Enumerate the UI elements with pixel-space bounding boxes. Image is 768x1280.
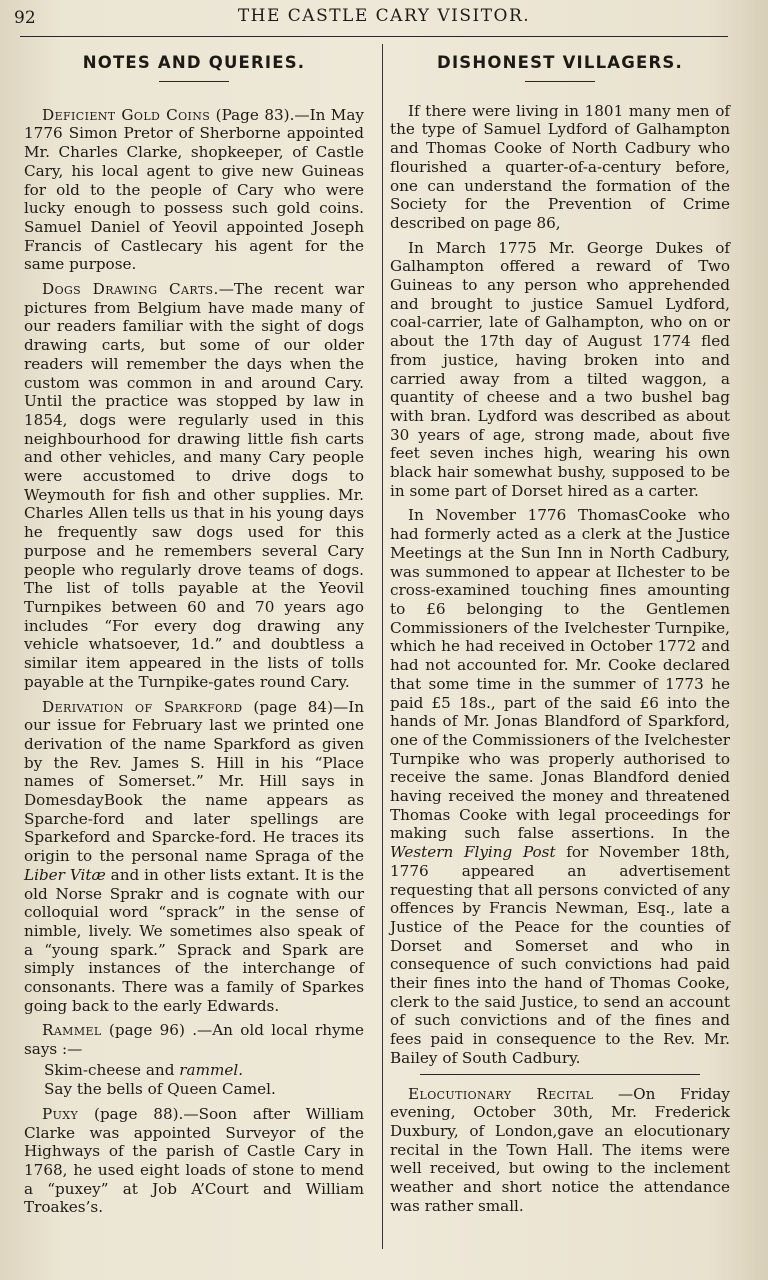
article-paragraph: If there were living in 1801 many men of the type of Samuel Lydford of Galhampton and Thomas Cooke of North Cadbury who flourished a quarter-of-a-century before, one can understand the formation of the Society for the Prevention of Crime described on page 86,: [390, 101, 730, 232]
note-rammel: [24, 1021, 364, 1058]
heading-rule: [159, 81, 229, 82]
left-column: [24, 50, 364, 1223]
article-paragraph: [390, 506, 730, 1067]
rhyme-line-2: Say the bells of Queen Camel.: [44, 1079, 276, 1098]
right-column: [390, 50, 730, 1221]
note-title: Dogs Drawing Carts.: [42, 280, 219, 299]
note-body: —The recent war pictures from Belgium have made many of our readers familiar with the sight of dogs drawing carts, but some of our older readers will remember the days when the custom was common in and around Cary. Until the practice was stopped by law in 1854, dogs were regularly used in this neighbourhood for drawing little fish carts and other vehicles, and many Cary people were accustomed to drive dogs to Weymouth for fish and other supplies. Mr. Charles Allen tells us that in his young days he frequently saw dogs used for this purpose and he remembers several Cary people who regularly drove teams of dogs. The list of tolls payable at the Yeovil Turnpikes between 60 and 70 years ago includes “For every dog drawing any vehicle whatsoever, 1d.” and doubtless a similar item appeared in the lists of tolls payable at the Turnpike-gates round Cary.: [24, 280, 364, 691]
note-derivation-of-sparkford: [24, 698, 364, 1016]
note-puxy: [24, 1105, 364, 1217]
dishonest-villagers-heading: DISHONEST VILLAGERS.: [437, 53, 683, 72]
rhyme-line-1: [44, 1061, 364, 1080]
note-body: —On Friday evening, October 30th, Mr. Frederick Duxbury, of London,gave an elocutionary recital in the Town Hall. The items were well received, but owing to the inclement weather and short notice the attendance was rather small.: [390, 1084, 730, 1215]
note-body: (page 96) .—An old local rhyme says :—: [24, 1021, 364, 1059]
column-divider: [382, 44, 383, 1249]
note-dogs-drawing-carts: [24, 280, 364, 691]
note-title: Deficient Gold Coins: [42, 105, 211, 124]
note-title: Rammel: [42, 1021, 102, 1040]
article-text-cont: for November 18th, 1776 appeared an advertisement requesting that all persons convicted of any offences by Francis Newman, Esq., late a Justice of the Peace for the counties of Dorset and Somerset and who in consequence of such convictions had paid their fines into the hand of Thomas Cooke, clerk to the said Justice, to send an account of such convictions and of the fines and fees paid in consequence to the Rev. Mr. Bailey of South Cadbury.: [390, 843, 731, 1067]
note-title: Elocutionary Recital: [408, 1084, 594, 1103]
note-body: (Page 83).—In May 1776 Simon Pretor of Sherborne appointed Mr. Charles Clarke, shopkeeper, of Castle Cary, his local agent to give new Guineas for old to the people of Cary who were lucky enough to possess such gold coins. Samuel Daniel of Yeovil appointed Joseph Francis of Castlecary his agent for the same purpose.: [24, 105, 364, 274]
article-text: In November 1776 ThomasCooke who had formerly acted as a clerk at the Justice Meetings at the Sun Inn in North Cadbury, was summoned to appear at Ilchester to be cross-examined touching fines amounting to £6 belonging to the Gentlemen Commissioners of the Ivelchester Turnpike, which he had received in October 1772 and had not accounted for. Mr. Cooke declared that some time in the summer of 1773 he paid £5 18s., part of the said £6 into the hands of Mr. Jonas Blandford of Sparkford, one of the Commissioners of the Ivelchester Turnpike who was properly authorised to receive the same. Jonas Blandford denied having received the money and threatened Thomas Cooke with legal proceedings for making such false assertions. In the: [390, 506, 730, 843]
note-body: (page 88).—Soon after William Clarke was appointed Surveyor of the Highways of the parish of Castle Cary in 1768, he used eight loads of stone to mend a “puxey” at Job A’Court and William Troakes’s.: [24, 1104, 364, 1217]
note-elocutionary-recital: [390, 1085, 730, 1216]
section-rule: [420, 1074, 700, 1075]
note-deficient-gold-coins: [24, 106, 364, 274]
note-title: Puxy: [42, 1104, 79, 1123]
note-italic: Liber Vitæ: [24, 865, 106, 884]
page-number: 92: [14, 8, 36, 28]
header-rule: [20, 36, 728, 37]
rhyme-text: Skim-cheese and: [44, 1060, 180, 1079]
note-body-cont: and in other lists extant. It is the old Norse Sprakr and is cognate with our colloquial word “sprack” in the sense of nimble, lively. We sometimes also speak of a “young spark.” Sprack and Spark are simply instances of the interchange of consonants. There was a family of Sparkes going back to the early Edwards.: [24, 865, 364, 1015]
article-paragraph: In March 1775 Mr. George Dukes of Galhampton offered a reward of Two Guineas to any person who apprehended and brought to justice Samuel Lydford, coal-carrier, late of Galhampton, who on or about the 17th day of August 1774 fled from justice, having broken into and carried away from a tilted waggon, a quantity of cheese and a two bushel bag with bran. Lydford was described as about 30 years of age, strong made, about five feet seven inches high, wearing his own black hair somewhat bushy, supposed to be in some part of Dorset hired as a carter.: [390, 238, 730, 500]
rhyme-italic: rammel.: [179, 1060, 244, 1079]
running-title: THE CASTLE CARY VISITOR.: [237, 6, 531, 26]
newspaper-title: Western Flying Post: [390, 843, 556, 862]
notes-and-queries-heading: NOTES AND QUERIES.: [82, 53, 306, 72]
heading-rule: [525, 81, 595, 82]
rhyme: [24, 1061, 364, 1099]
note-body: (page 84)—In our issue for February last we printed one derivation of the name Sparkford as given by the Rev. James S. Hill in his “Place names of Somerset.” Mr. Hill says in DomesdayBook the name appears as Sparche-ford and later spellings are Sparkeford and Sparcke-ford. He traces its origin to the personal name Spraga of the: [24, 697, 364, 866]
note-title: Derivation of Sparkford: [42, 697, 243, 716]
